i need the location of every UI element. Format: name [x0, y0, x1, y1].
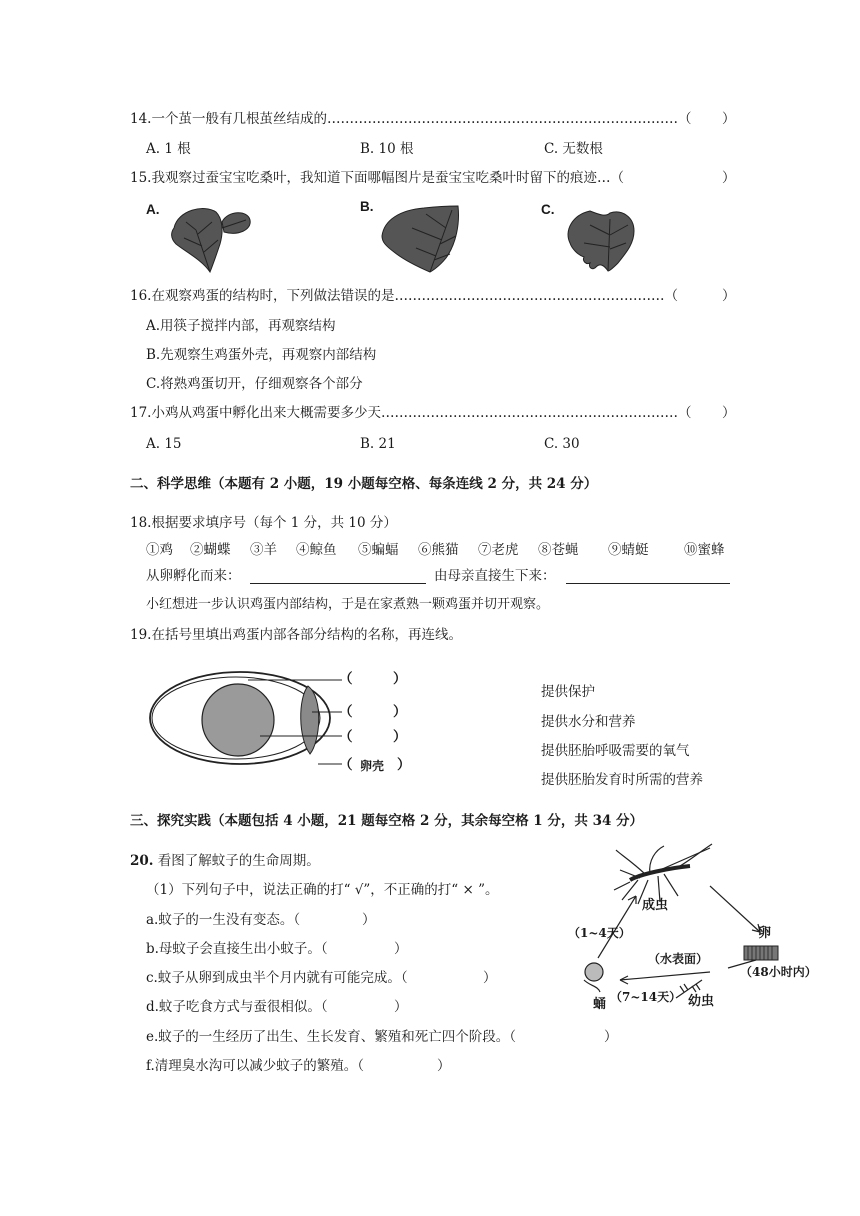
q18-egg-label: 从卵孵化而来：: [146, 568, 241, 584]
q15-stem: 15.我观察过蚕宝宝吃桑叶，我知道下面哪幅图片是蚕宝宝吃桑叶时留下的痕迹…（: [130, 170, 624, 186]
q18-animal-7: ⑦老虎: [478, 542, 519, 558]
q17-close: ）: [722, 405, 736, 421]
q14-stem: 14.一个茧一般有几根茧丝结成的……………………………………………………………………（: [130, 111, 692, 127]
q20-item-e: e.蚊子的一生经历了出生、生长发育、繁殖和死亡四个阶段。（: [146, 1029, 517, 1045]
q19-blank-3-close: ）: [393, 729, 407, 744]
q20-item-f: f.清理臭水沟可以减少蚊子的繁殖。（: [146, 1058, 365, 1074]
section-2-title: 二、科学思维（本题有 2 小题，19 小题每空格、每条连线 2 分，共 24 分）: [130, 476, 598, 492]
q15-close: ）: [722, 170, 736, 186]
q14-option-c: C. 无数根: [544, 141, 603, 157]
cycle-adult-label: 成虫: [642, 898, 669, 913]
q18-animal-4: ④鲸鱼: [296, 542, 337, 558]
q19-blank-1-close: ）: [393, 671, 407, 686]
leaf-b-image: [376, 200, 466, 278]
cycle-egg-time: （48小时内）: [740, 965, 817, 979]
q17-option-c: C. 30: [544, 436, 580, 452]
q16-stem: 16.在观察鸡蛋的结构时，下列做法错误的是……………………………………………………（: [130, 288, 678, 304]
q18-born-label: 由母亲直接生下来：: [434, 568, 556, 584]
q15-option-a: A.: [146, 202, 160, 217]
q20-item-b: b.母蚊子会直接生出小蚊子。（: [146, 941, 328, 957]
q19-shell-label: 卵壳: [360, 759, 385, 773]
q19-function-2: 提供水分和营养: [541, 714, 636, 730]
q19-intro: 小红想进一步认识鸡蛋内部结构，于是在家煮熟一颗鸡蛋并切开观察。: [146, 597, 550, 612]
q18-egg-answer-blank[interactable]: [250, 567, 426, 584]
leaf-c-image: [560, 205, 640, 277]
q20-item-c: c.蚊子从卵到成虫半个月内就有可能完成。（: [146, 970, 408, 986]
cycle-adult-time: （1~4天）: [568, 926, 631, 940]
q19-blank-1-open: （: [339, 671, 353, 686]
q18-animal-6: ⑥熊猫: [418, 542, 459, 558]
q16-option-c: C.将熟鸡蛋切开，仔细观察各个部分: [146, 376, 363, 392]
q20-item-a: a.蚊子的一生没有变态。（: [146, 912, 301, 928]
q20-number: 20.: [130, 853, 154, 869]
q18-animal-5: ⑤蝙蝠: [358, 542, 399, 558]
q16-option-a: A.用筷子搅拌内部，再观察结构: [146, 318, 336, 334]
q20-item-b-close: ）: [394, 941, 408, 957]
q17-option-b: B. 21: [360, 436, 396, 452]
q14-option-b: B. 10 根: [360, 141, 414, 157]
q19-blank-4-close: ）: [397, 757, 411, 772]
q18-animal-10: ⑩蜜蜂: [684, 542, 725, 558]
q20-item-c-close: ）: [483, 970, 497, 986]
cycle-pupa-label: 蛹: [593, 997, 607, 1012]
leaf-a-image: [166, 200, 256, 280]
q20-item-d: d.蚊子吃食方式与蚕很相似。（: [146, 999, 328, 1015]
q18-animal-2: ②蝴蝶: [190, 542, 231, 558]
q15-option-c: C.: [541, 202, 555, 217]
q14-option-a: A. 1 根: [146, 141, 191, 157]
q18-animal-9: ⑨蜻蜓: [608, 542, 649, 558]
q18-born-answer-blank[interactable]: [566, 567, 730, 584]
q19-stem: 19.在括号里填出鸡蛋内部各部分结构的名称，再连线。: [130, 627, 462, 643]
q17-stem: 17.小鸡从鸡蛋中孵化出来大概需要多少天…………………………………………………………（: [130, 405, 692, 421]
q20-item-a-close: ）: [362, 912, 376, 928]
q19-blank-3-open: （: [339, 729, 353, 744]
q20-item-e-close: ）: [604, 1029, 618, 1045]
cycle-egg-label: 卵: [758, 926, 772, 941]
q14-close: ）: [722, 111, 736, 127]
q18-animal-8: ⑧苍蝇: [538, 542, 579, 558]
arrow-larva-to-pupa: [620, 972, 710, 980]
egg-yolk: [202, 684, 274, 756]
cycle-larva-label: 幼虫: [688, 994, 715, 1009]
cycle-water-label: （水表面）: [648, 952, 709, 966]
q20-sub1: （1）下列句子中，说法正确的打“ √”，不正确的打“ × ”。: [146, 882, 499, 898]
q18-animal-3: ③羊: [250, 542, 277, 558]
arrow-adult-to-egg: [710, 886, 760, 932]
cycle-pupa-time: （7~14天）: [610, 990, 682, 1004]
q19-function-1: 提供保护: [541, 684, 595, 700]
q20-item-f-close: ）: [437, 1058, 451, 1074]
q15-option-b: B.: [360, 199, 374, 214]
section-3-title: 三、探究实践（本题包括 4 小题，21 题每空格 2 分，其余每空格 1 分，共 34 分）: [130, 813, 644, 829]
q18-stem: 18.根据要求填序号（每个 1 分，共 10 分）: [130, 515, 397, 531]
q19-function-4: 提供胚胎发育时所需的营养: [541, 772, 703, 788]
q17-option-a: A. 15: [146, 436, 182, 452]
q19-blank-4-open: （: [339, 757, 353, 772]
q20-item-d-close: ）: [394, 999, 408, 1015]
q19-blank-2-open: （: [339, 704, 353, 719]
adult-mosquito-icon: [614, 844, 712, 904]
egg-raft-icon: [744, 946, 778, 960]
pupa-icon: [584, 963, 603, 992]
q19-blank-2-close: ）: [393, 704, 407, 719]
q16-close: ）: [722, 288, 736, 304]
q19-function-3: 提供胚胎呼吸需要的氧气: [541, 743, 690, 759]
q18-animal-1: ①鸡: [146, 542, 173, 558]
q20-stem: 看图了解蚊子的生命周期。: [153, 853, 320, 869]
q16-option-b: B.先观察生鸡蛋外壳，再观察内部结构: [146, 347, 377, 363]
